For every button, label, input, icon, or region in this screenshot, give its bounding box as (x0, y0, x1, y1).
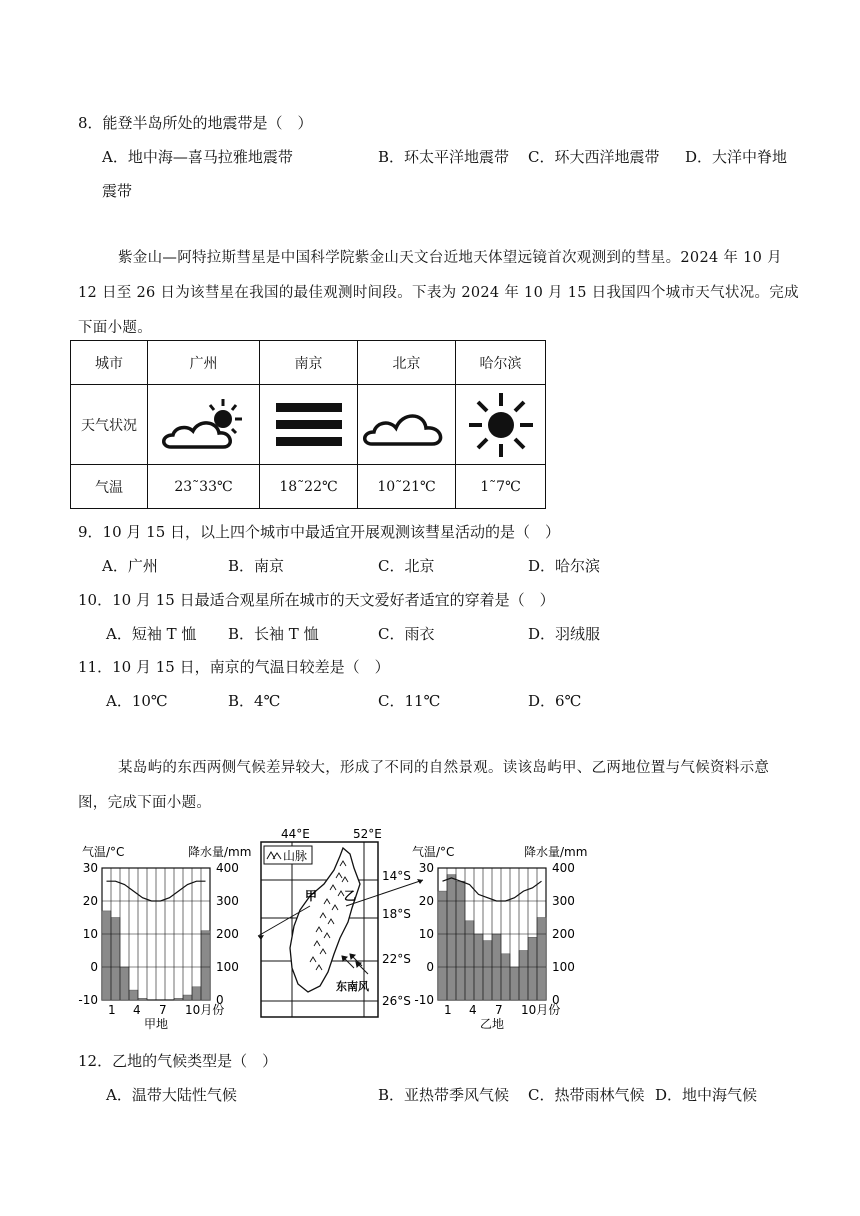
left-month-tick: 1 (108, 1003, 116, 1017)
weather-label: 天气状况 (71, 385, 148, 465)
left-temp-tick: 20 (82, 894, 98, 908)
jia-precip-bar (129, 990, 138, 1000)
right-precip-axis-title: 降水量/mm (524, 845, 588, 859)
jia-precip-bar (102, 911, 111, 1000)
jia-precip-bar (192, 987, 201, 1000)
left-temp-tick: -10 (78, 993, 98, 1007)
yi-precip-bar (483, 941, 492, 1000)
right-precip-tick: 300 (552, 894, 575, 908)
right-month-tick: 10月份 (521, 1003, 561, 1017)
yi-precip-bar (447, 875, 456, 1000)
lat-label: 22°S (382, 952, 411, 966)
city-temp: 10˜21℃ (358, 465, 456, 509)
passage1-line3: 下面小题。 (78, 320, 152, 336)
q8-option-b[interactable]: B．环太平洋地震带 (378, 148, 510, 166)
yi-precip-bar (528, 937, 537, 1000)
q9-option-c[interactable]: C．北京 (378, 557, 435, 575)
right-month-tick: 7 (495, 1003, 503, 1017)
right-precip-tick: 0 (552, 993, 560, 1007)
right-precip-tick: 200 (552, 927, 575, 941)
city-name: 哈尔滨 (456, 341, 546, 385)
island-map (258, 827, 423, 1017)
passage2-line2: 图，完成下面小题。 (78, 795, 212, 811)
map-label-yi: 乙 (344, 889, 357, 903)
left-month-tick: 10月份 (185, 1003, 225, 1017)
wind-label: 东南风 (336, 980, 369, 993)
jia-precip-bar (138, 998, 147, 1000)
left-precip-tick: 400 (216, 861, 239, 875)
right-precip-tick: 100 (552, 960, 575, 974)
passage1-line2: 12 日至 26 日为该彗星在我国的最佳观测时间段。下表为 2024 年 10 月 15 日我国四个城市天气状况。完成 (78, 285, 799, 301)
q9-option-b[interactable]: B．南京 (228, 557, 285, 575)
city-name: 北京 (358, 341, 456, 385)
q9-option-a[interactable]: A．广州 (102, 557, 158, 575)
yi-precip-bar (465, 921, 474, 1000)
q11-option-a[interactable]: A．10℃ (106, 692, 168, 710)
right-chart-caption: 乙地 (480, 1017, 505, 1031)
q9-stem: 9．10 月 15 日，以上四个城市中最适宜开展观测该彗星活动的是（ ） (78, 523, 561, 541)
q10-option-c[interactable]: C．雨衣 (378, 625, 435, 643)
q8-stem: 8．能登半岛所处的地震带是（ ） (78, 114, 313, 132)
left-temp-tick: 30 (82, 861, 98, 875)
yi-precip-bar (519, 951, 528, 1001)
left-precip-tick: 300 (216, 894, 239, 908)
left-month-tick: 4 (133, 1003, 141, 1017)
right-month-tick: 4 (469, 1003, 477, 1017)
q8-option-d-cont: 震带 (102, 182, 133, 200)
left-precip-tick: 100 (216, 960, 239, 974)
q10-option-b[interactable]: B．长袖 T 恤 (228, 625, 319, 643)
q11-option-c[interactable]: C．11℃ (378, 692, 441, 710)
q8-option-d[interactable]: D．大洋中脊地 (685, 148, 788, 166)
right-temp-tick: 0 (426, 960, 434, 974)
yi-climate-chart (412, 844, 587, 1031)
yi-precip-bar (456, 881, 465, 1000)
right-temp-axis-title: 气温/°C (412, 845, 455, 859)
yi-precip-bar (438, 891, 447, 1000)
yi-precip-bar (510, 967, 519, 1000)
q10-option-d[interactable]: D．羽绒服 (528, 625, 601, 643)
jia-climate-chart (78, 844, 251, 1031)
q10-option-a[interactable]: A．短袖 T 恤 (106, 625, 197, 643)
city-temp: 1˜7℃ (456, 465, 546, 509)
left-precip-tick: 200 (216, 927, 239, 941)
city-temp: 23˜33℃ (148, 465, 260, 509)
q12-option-a[interactable]: A．温带大陆性气候 (106, 1086, 237, 1104)
right-temp-tick: 10 (418, 927, 434, 941)
jia-precip-bar (111, 918, 120, 1001)
city-name: 南京 (260, 341, 358, 385)
lat-label: 14°S (382, 869, 411, 883)
lon-label: 52°E (353, 827, 382, 841)
right-temp-tick: 20 (418, 894, 434, 908)
left-precip-tick: 0 (216, 993, 224, 1007)
q12-stem: 12．乙地的气候类型是（ ） (78, 1052, 278, 1070)
left-temp-tick: 0 (90, 960, 98, 974)
climate-figure (78, 826, 598, 1036)
left-precip-axis-title: 降水量/mm (188, 845, 252, 859)
yi-precip-bar (537, 918, 546, 1001)
sunny-icon (456, 385, 546, 465)
fog-icon (260, 385, 358, 465)
left-temp-tick: 10 (82, 927, 98, 941)
right-temp-tick: 30 (418, 861, 434, 875)
q12-option-d[interactable]: D．地中海气候 (655, 1086, 758, 1104)
right-precip-tick: 400 (552, 861, 575, 875)
passage1-line1: 紫金山—阿特拉斯彗星是中国科学院紫金山天文台近地天体望远镜首次观测到的彗星。2024 年 10 月 (118, 250, 782, 266)
yi-precip-bar (501, 954, 510, 1000)
left-chart-caption: 甲地 (144, 1017, 169, 1031)
q8-option-a[interactable]: A．地中海—喜马拉雅地震带 (102, 148, 293, 166)
temp-label: 气温 (71, 465, 148, 509)
q9-option-d[interactable]: D．哈尔滨 (528, 557, 601, 575)
left-month-tick: 7 (159, 1003, 167, 1017)
jia-precip-bar (174, 998, 183, 1000)
city-temp: 18˜22℃ (260, 465, 358, 509)
map-legend-label: 山脉 (283, 849, 308, 863)
q11-option-b[interactable]: B．4℃ (228, 692, 281, 710)
q12-option-c[interactable]: C．热带雨林气候 (528, 1086, 645, 1104)
lon-label: 44°E (281, 827, 310, 841)
q10-stem: 10．10 月 15 日最适合观星所在城市的天文爱好者适宜的穿着是（ ） (78, 591, 555, 609)
q11-stem: 11．10 月 15 日，南京的气温日较差是（ ） (78, 658, 390, 676)
header-city-label: 城市 (71, 341, 148, 385)
city-name: 广州 (148, 341, 260, 385)
q11-option-d[interactable]: D．6℃ (528, 692, 582, 710)
cloudy-icon (358, 385, 456, 465)
q12-option-b[interactable]: B．亚热带季风气候 (378, 1086, 510, 1104)
partly-cloudy-sun-icon (148, 385, 260, 465)
left-temp-axis-title: 气温/°C (82, 845, 125, 859)
map-label-jia: 甲 (305, 889, 318, 903)
lat-label: 26°S (382, 994, 411, 1008)
weather-table (70, 340, 546, 509)
jia-precip-bar (183, 995, 192, 1000)
lat-label: 18°S (382, 907, 411, 921)
right-temp-tick: -10 (414, 993, 434, 1007)
passage2-line1: 某岛屿的东西两侧气候差异较大，形成了不同的自然景观。读该岛屿甲、乙两地位置与气候资料示意 (118, 760, 770, 776)
q8-option-c[interactable]: C．环大西洋地震带 (528, 148, 660, 166)
jia-precip-bar (120, 967, 129, 1000)
jia-precip-bar (201, 931, 210, 1000)
right-month-tick: 1 (444, 1003, 452, 1017)
